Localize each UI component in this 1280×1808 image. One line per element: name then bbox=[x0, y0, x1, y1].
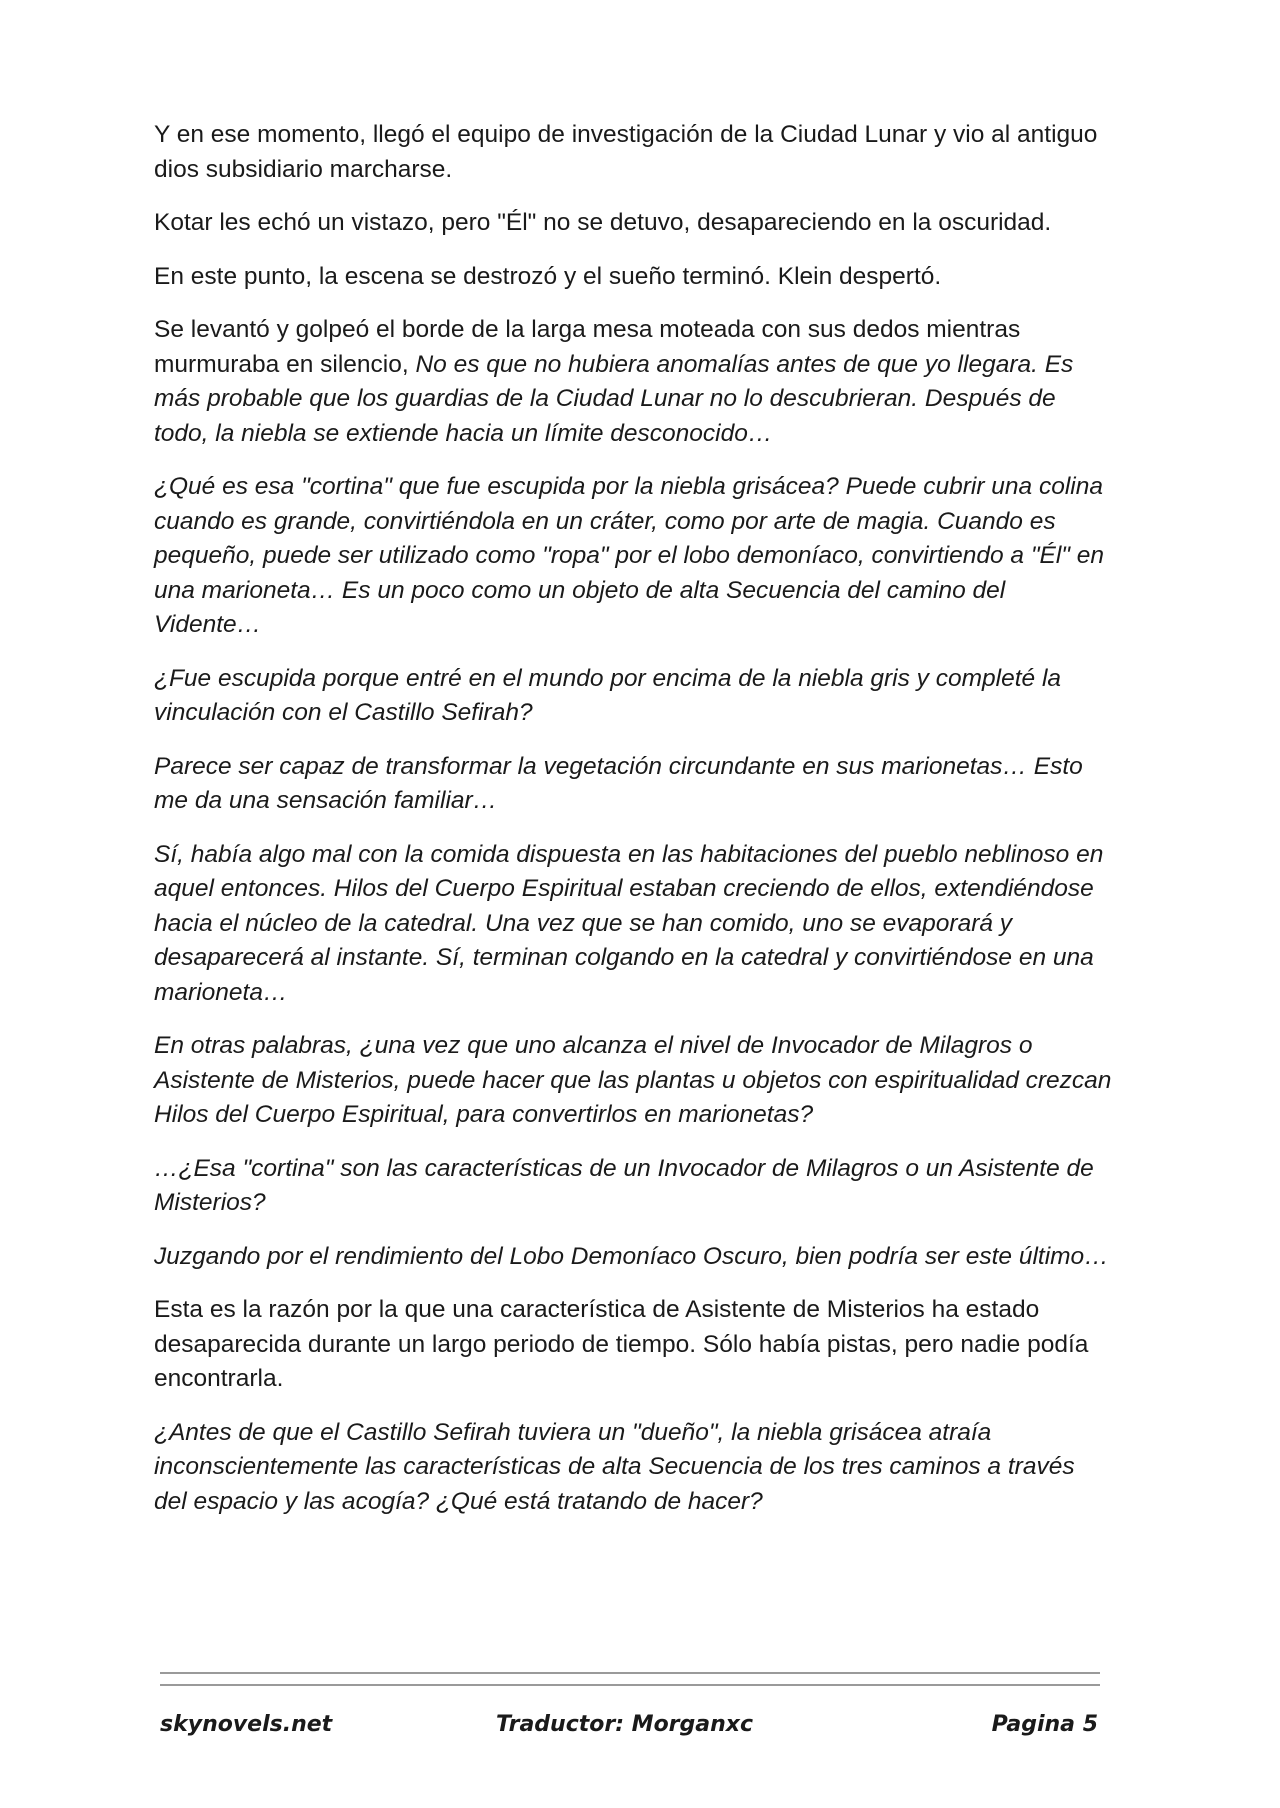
footer-divider-line bbox=[160, 1672, 1100, 1674]
paragraph-italic-part: No es que no hubiera anomalías antes de que yo llegara. Es más probable que los guardias de la Ciudad Lunar no lo descubrieran. Después de todo, la niebla se extiende hacia un límite desconocido… bbox=[154, 350, 1074, 447]
footer-site: skynovels.net bbox=[160, 1712, 333, 1737]
paragraph-thought: En otras palabras, ¿una vez que uno alcanza el nivel de Invocador de Milagros o Asistente de Misterios, puede hacer que las plantas u objetos con espiritualidad crezcan Hilos del Cuerpo Espiritual, para convertirlos en marionetas? bbox=[154, 1032, 1112, 1128]
paragraph-thought: ¿Antes de que el Castillo Sefirah tuviera un "dueño", la niebla grisácea atraía inconscientemente las características de alta Secuencia de los tres caminos a través del espacio y las acogía? ¿Qué está tratando de hacer? bbox=[154, 1418, 1075, 1515]
paragraph-plain-part: Se levantó y golpeó el borde de la larga mesa moteada con sus dedos mientras murmuraba en silencio, bbox=[154, 316, 1021, 378]
footer-divider-line bbox=[160, 1684, 1100, 1686]
page-footer bbox=[160, 1712, 1100, 1746]
paragraph-thought: ¿Fue escupida porque entré en el mundo por encima de la niebla gris y completé la vinculación con el Castillo Sefirah? bbox=[154, 664, 1062, 726]
paragraph: Y en ese momento, llegó el equipo de investigación de la Ciudad Lunar y vio al antiguo dios subsidiario marcharse. bbox=[154, 121, 1098, 183]
paragraph: Kotar les echó un vistazo, pero "Él" no se detuvo, desapareciendo en la oscuridad. bbox=[154, 209, 1052, 236]
paragraph-thought: Sí, había algo mal con la comida dispuesta en las habitaciones del pueblo neblinoso en aquel entonces. Hilos del Cuerpo Espiritual estaban creciendo de ellos, extendiéndose hacia el núcleo de la catedral. Una vez que se han comido, uno se evaporará y desaparecerá al instante. Sí, terminan colgando en la catedral y convirtiéndose en una marioneta… bbox=[154, 840, 1104, 1006]
paragraph-thought: Parece ser capaz de transformar la vegetación circundante en sus marionetas… Esto me da una sensación familiar… bbox=[154, 752, 1083, 814]
paragraph-thought: ¿Qué es esa "cortina" que fue escupida por la niebla grisácea? Puede cubrir una colina cuando es grande, convirtiéndola en un cráter, como por arte de magia. Cuando es pequeño, puede ser utilizado como "ropa" por el lobo demoníaco, convirtiendo a "Él" en una marioneta… Es un poco como un objeto de alta Secuencia del camino del Vidente… bbox=[154, 473, 1105, 638]
paragraph bbox=[154, 313, 1114, 451]
paragraph: Esta es la razón por la que una característica de Asistente de Misterios ha estado desaparecida durante un largo periodo de tiempo. Sólo había pistas, pero nadie podía encontrarla. bbox=[154, 1296, 1089, 1392]
paragraph: En este punto, la escena se destrozó y el sueño terminó. Klein despertó. bbox=[154, 262, 942, 290]
footer-translator: Traductor: Morganxc bbox=[496, 1712, 754, 1737]
footer-divider bbox=[160, 1672, 1100, 1686]
document-body bbox=[154, 118, 1114, 1538]
paragraph-thought: …¿Esa "cortina" son las características de un Invocador de Milagros o un Asistente de Misterios? bbox=[154, 1154, 1094, 1216]
paragraph-thought: Juzgando por el rendimiento del Lobo Demoníaco Oscuro, bien podría ser este último… bbox=[154, 1242, 1109, 1270]
footer-page-number: Pagina 5 bbox=[991, 1712, 1098, 1737]
